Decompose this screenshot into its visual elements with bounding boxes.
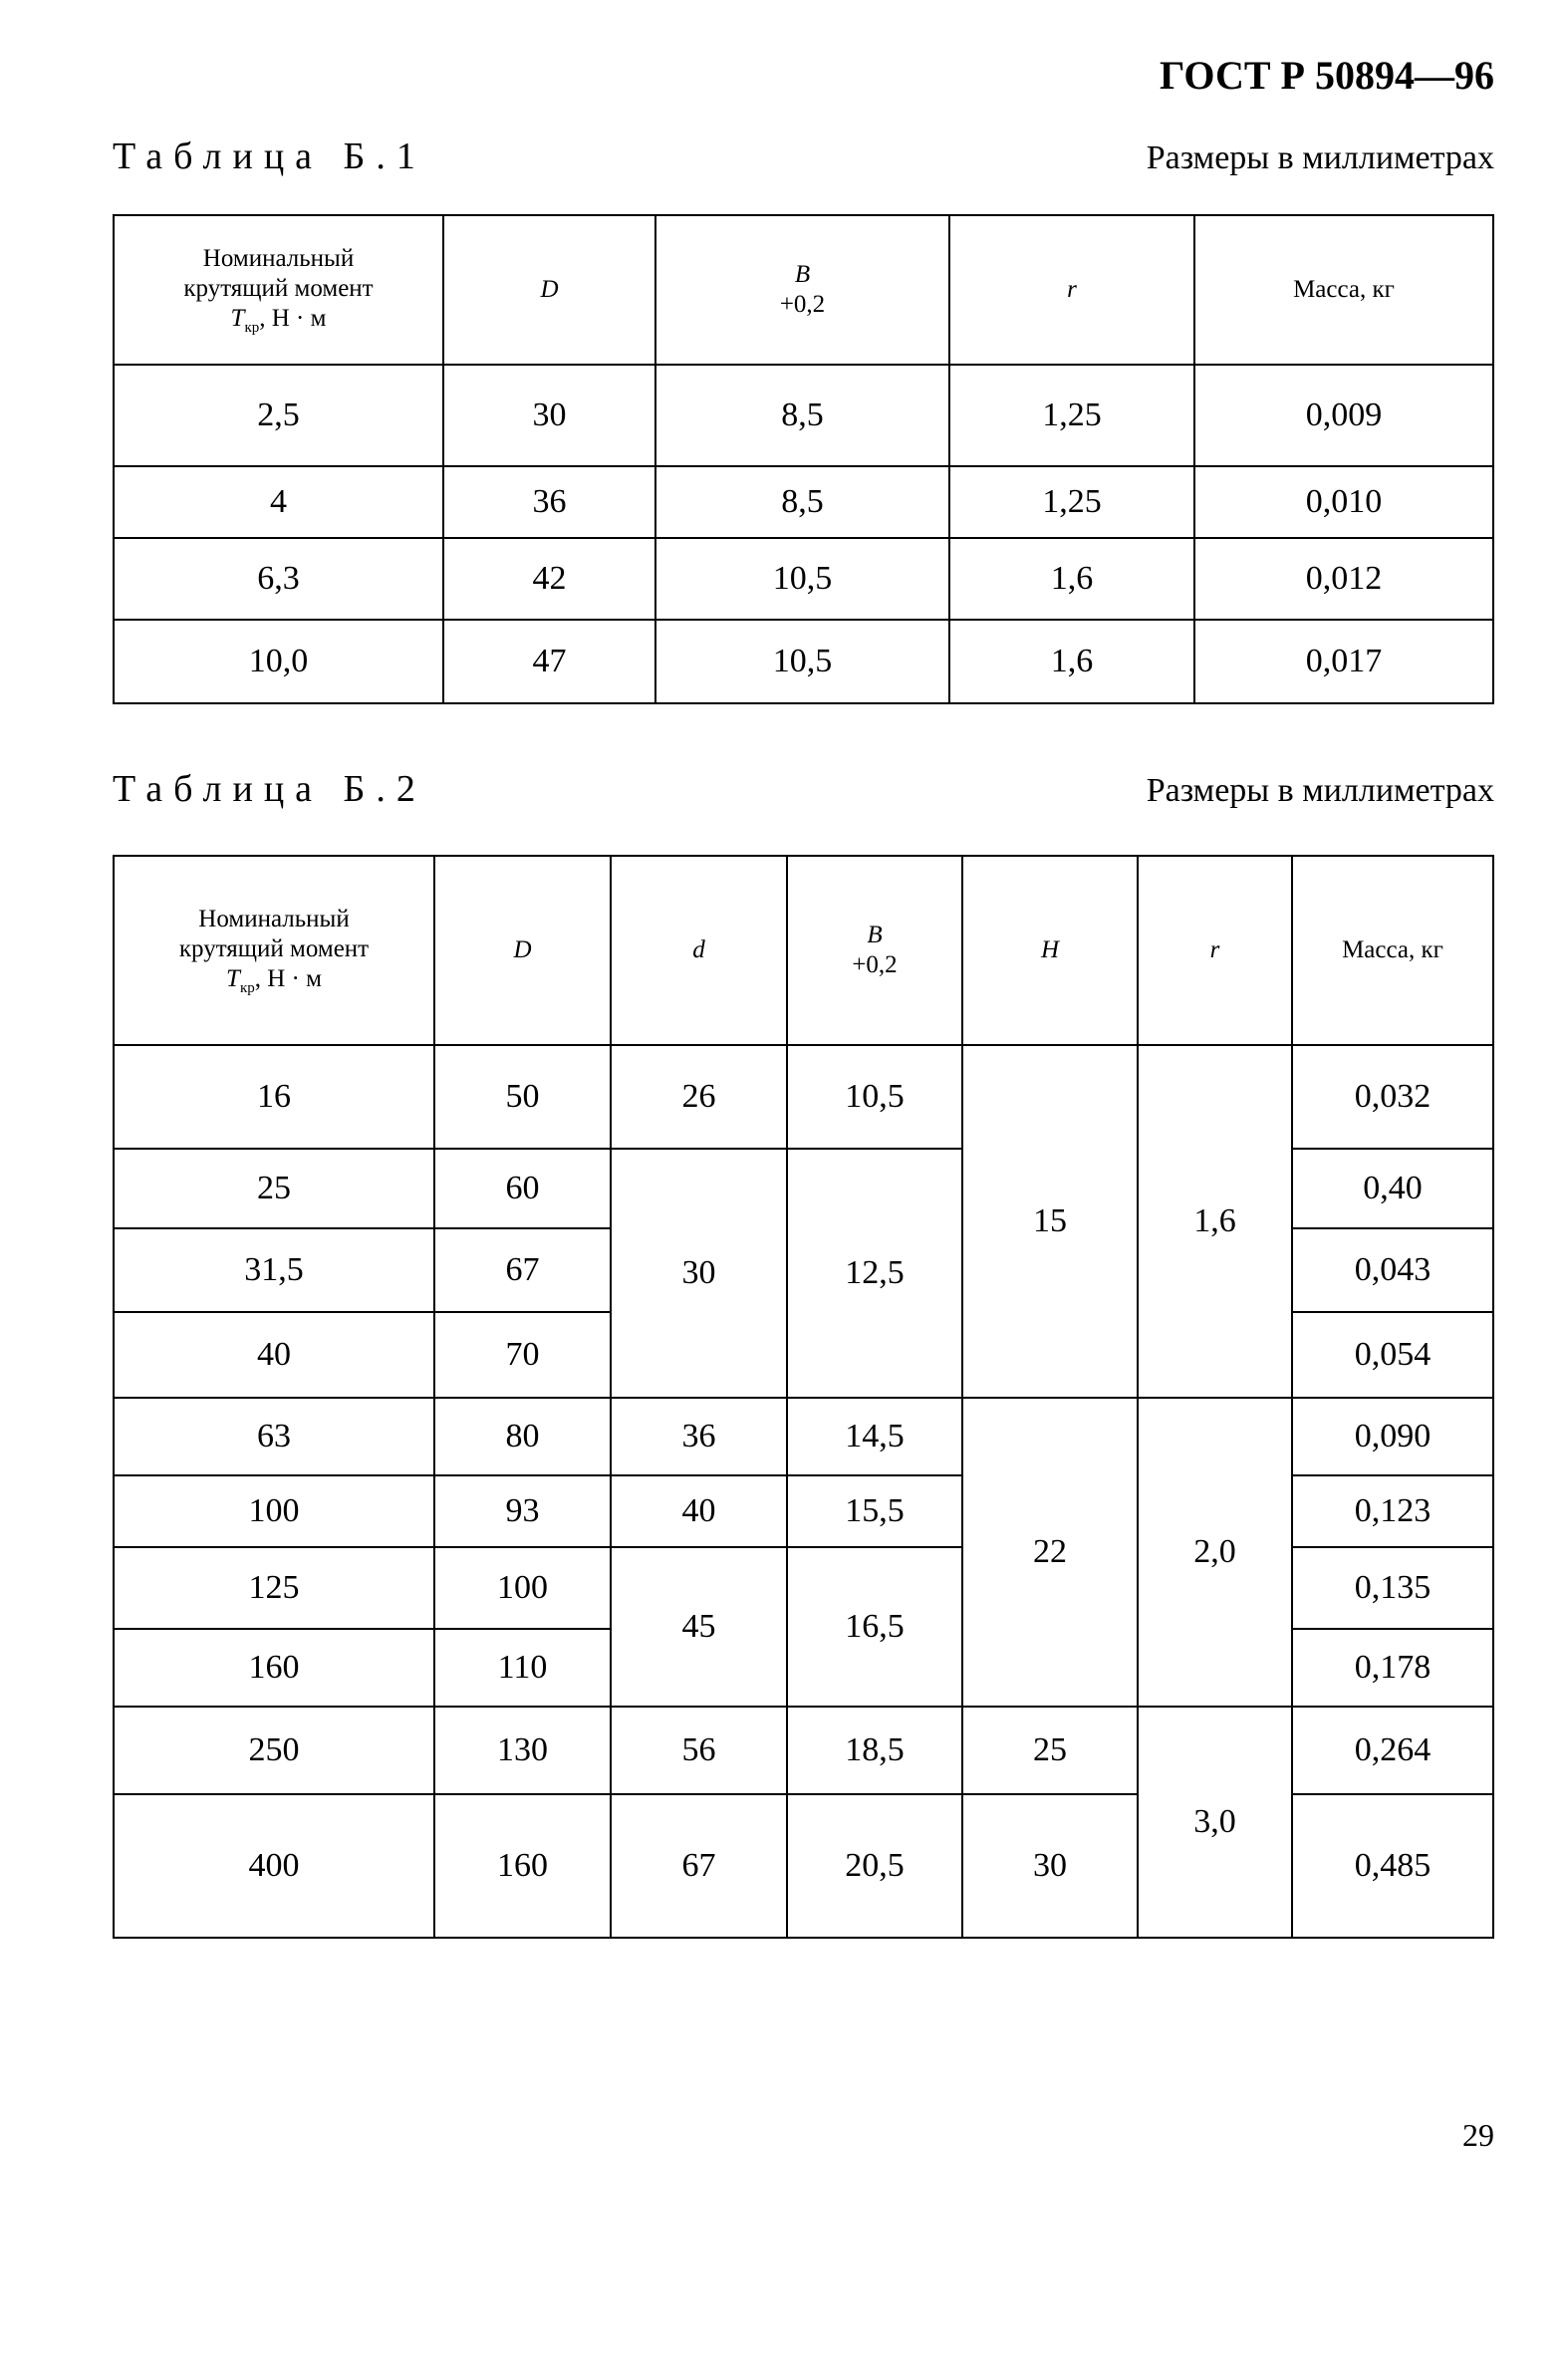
header-torque-line1: Номинальный xyxy=(198,905,350,932)
table-row-cell: 110 xyxy=(433,1628,612,1708)
table-row-cell: 8,5 xyxy=(654,364,950,467)
table-row-cell: 2,5 xyxy=(113,364,444,467)
table-b2-header-d: d xyxy=(610,855,788,1046)
header-B-symbol: B xyxy=(867,922,883,948)
table-row-cell: 47 xyxy=(442,619,656,704)
table-row-cell: 125 xyxy=(113,1546,435,1630)
table-row-cell: 4 xyxy=(113,465,444,539)
table-row-cell: 80 xyxy=(433,1397,612,1476)
table-row-cell: 0,032 xyxy=(1291,1044,1494,1150)
table-row-cell: 1,25 xyxy=(948,364,1195,467)
table-row-cell: 16,5 xyxy=(786,1546,963,1708)
table-row-cell: 3,0 xyxy=(1137,1706,1293,1939)
table-row-cell: 93 xyxy=(433,1474,612,1548)
table-row-cell: 0,40 xyxy=(1291,1148,1494,1229)
table-row-cell: 36 xyxy=(442,465,656,539)
table-row-cell: 70 xyxy=(433,1311,612,1399)
table-row-cell: 1,25 xyxy=(948,465,1195,539)
table-row-cell: 56 xyxy=(610,1706,788,1795)
table-row-cell: 160 xyxy=(113,1628,435,1708)
table-b2-header-H: H xyxy=(961,855,1139,1046)
table-row-cell: 10,5 xyxy=(786,1044,963,1150)
header-torque-symbol: $T_{кр}$, Н · м xyxy=(226,964,322,996)
table-row-cell: 36 xyxy=(610,1397,788,1476)
table-b1-header-r: r xyxy=(948,214,1195,366)
table-row-cell: 250 xyxy=(113,1706,435,1795)
table-b1-units: Размеры в миллиметрах xyxy=(1146,139,1494,176)
table-row-cell: 0,017 xyxy=(1193,619,1494,704)
table-b2-header-B xyxy=(786,855,963,1046)
table-row-cell: 0,043 xyxy=(1291,1227,1494,1313)
page-number: 29 xyxy=(1462,2117,1494,2153)
table-b2-header-r: r xyxy=(1137,855,1293,1046)
table-row-cell: 100 xyxy=(433,1546,612,1630)
table-row-cell: 42 xyxy=(442,537,656,621)
table-row-cell: 2,0 xyxy=(1137,1397,1293,1708)
table-row-cell: 0,485 xyxy=(1291,1793,1494,1939)
table-row-cell: 15,5 xyxy=(786,1474,963,1548)
table-row-cell: 0,135 xyxy=(1291,1546,1494,1630)
table-row-cell: 8,5 xyxy=(654,465,950,539)
table-row-cell: 14,5 xyxy=(786,1397,963,1476)
header-torque-line1: Номинальный xyxy=(202,244,355,272)
table-row-cell: 0,010 xyxy=(1193,465,1494,539)
table-row-cell: 10,0 xyxy=(113,619,444,704)
table-row-cell: 0,178 xyxy=(1291,1628,1494,1708)
table-b1-header-B xyxy=(654,214,950,366)
table-row-cell: 15 xyxy=(961,1044,1139,1399)
table-b1-header-D: D xyxy=(442,214,656,366)
table-row-cell: 0,264 xyxy=(1291,1706,1494,1795)
table-row-cell: 50 xyxy=(433,1044,612,1150)
table-row-cell: 0,123 xyxy=(1291,1474,1494,1548)
table-b2-caption: Таблица Б.2 xyxy=(113,768,426,810)
table-row-cell: 25 xyxy=(961,1706,1139,1795)
header-B-symbol: B xyxy=(794,261,811,288)
table-b1-header-mass: Масса, кг xyxy=(1193,214,1494,366)
table-row-cell: 40 xyxy=(610,1474,788,1548)
table-row-cell: 25 xyxy=(113,1148,435,1229)
table-row-cell: 63 xyxy=(113,1397,435,1476)
table-row-cell: 0,054 xyxy=(1291,1311,1494,1399)
table-row-cell: 100 xyxy=(113,1474,435,1548)
table-row-cell: 10,5 xyxy=(654,619,950,704)
header-B-tolerance: +0,2 xyxy=(779,291,826,318)
table-row-cell: 45 xyxy=(610,1546,788,1708)
table-row-cell: 20,5 xyxy=(786,1793,963,1939)
table-row-cell: 16 xyxy=(113,1044,435,1150)
table-row-cell: 18,5 xyxy=(786,1706,963,1795)
table-row-cell: 30 xyxy=(442,364,656,467)
header-torque-line2: крутящий момент xyxy=(183,274,374,302)
table-b1-caption: Таблица Б.1 xyxy=(113,135,426,177)
header-torque-symbol: $T_{кр}$, Н · м xyxy=(230,304,327,336)
table-row-cell: 0,090 xyxy=(1291,1397,1494,1476)
table-row-cell: 30 xyxy=(961,1793,1139,1939)
document-code: ГОСТ Р 50894—96 xyxy=(1159,53,1494,98)
table-row-cell: 1,6 xyxy=(948,619,1195,704)
table-b2-header-mass: Масса, кг xyxy=(1291,855,1494,1046)
header-B-tolerance: +0,2 xyxy=(852,951,898,978)
table-b2-header-torque xyxy=(113,855,435,1046)
table-row-cell: 67 xyxy=(610,1793,788,1939)
header-torque-line2: крутящий момент xyxy=(178,934,370,962)
table-row-cell: 1,6 xyxy=(948,537,1195,621)
table-row-cell: 0,012 xyxy=(1193,537,1494,621)
table-row-cell: 10,5 xyxy=(654,537,950,621)
table-row-cell: 130 xyxy=(433,1706,612,1795)
table-row-cell: 22 xyxy=(961,1397,1139,1708)
table-b2-units: Размеры в миллиметрах xyxy=(1146,772,1494,809)
table-row-cell: 12,5 xyxy=(786,1148,963,1399)
table-row-cell: 26 xyxy=(610,1044,788,1150)
table-row-cell: 6,3 xyxy=(113,537,444,621)
table-b2-header-D: D xyxy=(433,855,612,1046)
table-row-cell: 60 xyxy=(433,1148,612,1229)
table-row-cell: 67 xyxy=(433,1227,612,1313)
table-row-cell: 0,009 xyxy=(1193,364,1494,467)
table-row-cell: 40 xyxy=(113,1311,435,1399)
table-row-cell: 30 xyxy=(610,1148,788,1399)
table-row-cell: 160 xyxy=(433,1793,612,1939)
table-row-cell: 1,6 xyxy=(1137,1044,1293,1399)
table-row-cell: 400 xyxy=(113,1793,435,1939)
table-b1-header-torque xyxy=(113,214,444,366)
table-row-cell: 31,5 xyxy=(113,1227,435,1313)
